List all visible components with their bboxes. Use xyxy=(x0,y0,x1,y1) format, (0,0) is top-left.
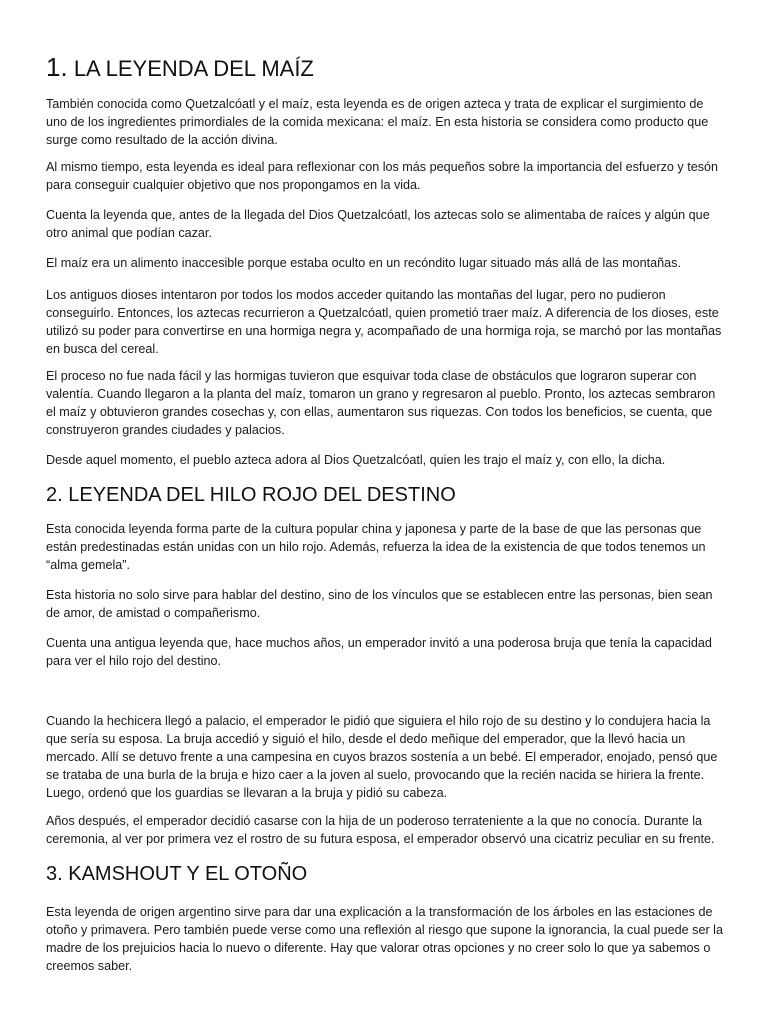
section-1-paragraph-6: El proceso no fue nada fácil y las hormigas tuvieron que esquivar toda clase de obstáculos que lograron superar con valentía. Cuando llegaron a la planta del maíz, tomaron un grano y regresaron al pueblo. Pronto, los aztecas sembraron el maíz y obtuvieron grandes cosechas y, con ellas, aumentaron sus riquezas. Con todos los beneficios, se cuenta, que construyeron grandes ciudades y palacios. xyxy=(46,369,716,437)
section-2-paragraph-5: Años después, el emperador decidió casarse con la hija de un poderoso terrateniente a la que no conocía. Durante la ceremonia, al ver por primera vez el rostro de su futura esposa, el emperador observó una cicatriz peculiar en su frente. xyxy=(46,814,715,846)
section-2-paragraph-2: Esta historia no solo sirve para hablar del destino, sino de los vínculos que se establecen entre las personas, bien sean de amor, de amistad o compañerismo. xyxy=(46,588,713,620)
section-1-paragraph-1: También conocida como Quetzalcóatl y el maíz, esta leyenda es de origen azteca y trata de explicar el surgimiento de uno de los ingredientes primordiales de la comida mexicana: el maíz. En esta historia se considera como producto que surge como resultado de la acción divina. xyxy=(46,97,709,147)
section-1-title: LA LEYENDA DEL MAÍZ xyxy=(73,56,314,81)
section-1-number: 1. xyxy=(46,52,68,82)
section-2-paragraph-3: Cuenta una antigua leyenda que, hace muchos años, un emperador invitó a una poderosa bruja que tenía la capacidad para ver el hilo rojo del destino. xyxy=(46,636,712,668)
section-2-paragraph-4: Cuando la hechicera llegó a palacio, el emperador le pidió que siguiera el hilo rojo de su destino y lo condujera hacia la que sería su esposa. La bruja accedió y siguió el hilo, desde el dedo meñique del emperador, que la llevó hacia un mercado. Allí se detuvo frente a una campesina en cuyos brazos sostenía a un bebé. El emperador, enojado, pensó que se trataba de una burla de la bruja e hizo caer a la joven al suelo, provocando que la recién nacida se hiriera la frente. Luego, ordenó que los guardias se llevaran a la bruja y pidió su cabeza. xyxy=(46,714,718,800)
section-1-paragraph-5: Los antiguos dioses intentaron por todos los modos acceder quitando las montañas del lugar, pero no pudieron conseguirlo. Entonces, los aztecas recurrieron a Quetzalcóatl, quien prometió traer maíz. A diferencia de los dioses, este utilizó su poder para convertirse en una hormiga negra y, acompañado de una hormiga roja, se marchó por las montañas en busca del cereal. xyxy=(46,288,722,356)
section-2-paragraph-1: Esta conocida leyenda forma parte de la cultura popular china y japonesa y parte de la base de que las personas que están predestinadas están unidas con un hilo rojo. Además, refuerza la idea de la existencia de que todos tenemos un “alma gemela”. xyxy=(46,522,706,572)
section-1-paragraph-7: Desde aquel momento, el pueblo azteca adora al Dios Quetzalcóatl, quien les trajo el maíz y, con ello, la dicha. xyxy=(46,453,666,467)
section-1-paragraph-3: Cuenta la leyenda que, antes de la llegada del Dios Quetzalcóatl, los aztecas solo se alimentaba de raíces y algún que otro animal que podían cazar. xyxy=(46,208,710,240)
section-1-paragraph-2: Al mismo tiempo, esta leyenda es ideal para reflexionar con los más pequeños sobre la importancia del esfuerzo y tesón para conseguir cualquier objetivo que nos propongamos en la vida. xyxy=(46,160,719,192)
section-1-heading xyxy=(46,52,314,83)
section-3-heading: 3. KAMSHOUT Y EL OTOÑO xyxy=(46,863,308,885)
section-1-paragraph-4: El maíz era un alimento inaccesible porque estaba oculto en un recóndito lugar situado más allá de las montañas. xyxy=(46,256,681,270)
section-3-paragraph-1: Esta leyenda de origen argentino sirve para dar una explicación a la transformación de los árboles en las estaciones de otoño y primavera. Pero también puede verse como una reflexión al riesgo que supone la ignorancia, la cual puede ser la madre de los prejuicios hacia lo nuevo o diferente. Hay que valorar otras opciones y no creer solo lo que ya sabemos o creemos saber. xyxy=(46,905,723,973)
section-2-heading: 2. LEYENDA DEL HILO ROJO DEL DESTINO xyxy=(46,484,456,506)
